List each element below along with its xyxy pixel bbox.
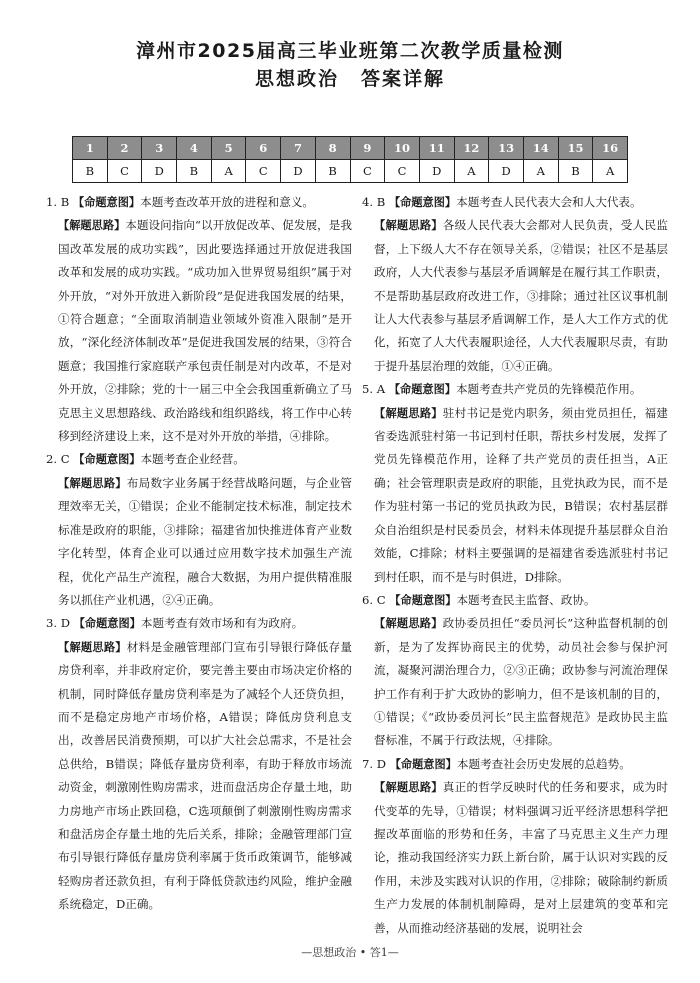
question-number-cell: 10 <box>385 137 420 160</box>
question-number-cell: 16 <box>593 137 628 160</box>
answer-cell: B <box>73 160 108 183</box>
question-heading <box>362 753 668 776</box>
left-column <box>46 191 352 917</box>
right-column <box>362 191 668 940</box>
intent-label: 【命题意图】 <box>389 757 457 771</box>
answer-cell: B <box>558 160 593 183</box>
answer-cell: D <box>142 160 177 183</box>
analysis-paragraph <box>362 776 668 940</box>
page-footer: —思想政治 • 答1— <box>301 946 399 959</box>
intent-label: 【命题意图】 <box>388 383 456 397</box>
answer-table <box>72 136 628 183</box>
analysis-paragraph <box>46 214 352 448</box>
answer-cell: B <box>315 160 350 183</box>
analysis-text: 真正的哲学反映时代的任务和要求，成为时代变革的先导，①错误；材料强调习近平经济思想科学把握改革面临的形势和任务，丰富了马克思主义生产力理论，推动我国经济实力跃上新台阶，属于认识对实践的反作用，未涉及实践对认识的作用，②排除；破除制约新质生产力发展的体制机制障碍，是对上层建筑的变革和完善，从而推动经济基础的发展，说明社会 <box>374 780 668 935</box>
question-number-cell: 9 <box>350 137 385 160</box>
answer-cell: A <box>454 160 489 183</box>
question-number-cell: 6 <box>246 137 281 160</box>
analysis-label: 【解题思路】 <box>58 476 127 490</box>
page-subtitle <box>0 66 700 92</box>
intent-text: 本题考查改革开放的进程和意义。 <box>140 195 315 209</box>
question-answer: 1. B <box>46 195 70 209</box>
question-number-cell: 14 <box>523 137 558 160</box>
answer-cell: C <box>385 160 420 183</box>
analysis-text: 政协委员担任“委员河长”这种监督机制的创新，是为了发挥协商民主的优势，动员社会参与保护河流，凝聚河湖治理合力，②③正确；政协参与河流治理保护工作有利于扩大政协的影响力，但不是该机制的目的，①错误；《“政协委员河长”民主监督规范》是政协民主监督标准，不属于行政法规，④排除。 <box>374 616 668 748</box>
question-answer: 6. C <box>362 592 386 607</box>
question-answer: 4. B <box>362 195 386 209</box>
intent-label: 【命题意图】 <box>73 453 141 467</box>
analysis-label: 【解题思路】 <box>374 781 443 795</box>
question-heading <box>362 589 668 612</box>
question-number-cell: 7 <box>281 137 316 160</box>
question-number-cell: 13 <box>489 137 524 160</box>
answer-table-number-row <box>73 137 628 160</box>
question-number-cell: 15 <box>558 137 593 160</box>
analysis-text: 材料是金融管理部门宣布引导银行降低存量房贷利率，并非政府定价，要完善主要由市场决定价格的机制，同时降低存量房贷利率是为了减轻个人还贷负担，而不是稳定房地产市场价格，A错误；降低房贷利息支出，改善居民消费预期，可以扩大社会总需求，不是社会总供给，B错误；降低存量房贷利率，有助于释放市场流动资金，刺激刚性购房需求，进而盘活房企存量土地，助力房地产市场止跌回稳，C选项颠倒了刺激刚性购房需求和盘活房企存量土地的先后关系，排除；金融管理部门宣布引导银行降低存量房贷利率属于货币政策调节，能够减轻购房者还款负担，有利于降低贷款违约风险，维护金融系统稳定，D正确。 <box>58 639 352 912</box>
question-number-cell: 5 <box>211 137 246 160</box>
analysis-text: 布局数字业务属于经营战略问题，与企业管理效率无关，①错误；企业不能制定技术标准，制定技术标准是政府的职能，③排除；福建省加快推进体育产业数字化转型，体育企业可以通过应用数字技术加强生产流程，优化产品生产流程，融合大数据，为用户提供精准服务以抓住产业机遇，②④正确。 <box>58 475 352 607</box>
intent-label: 【命题意图】 <box>73 617 141 631</box>
analysis-text: 本题设问指向“以开放促改革、促发展，是我国改革发展的成功实践”，因此要选择通过开放促进我国改革和发展的成功实践。“成功加入世界贸易组织”属于对外开放，“对外开放进入新阶段”是促进我国发展的结果，①符合题意；“全面取消制造业领域外资准入限制”是开放，“深化经济体制改革”是促进我国发展的结果，③符合题意；我国推行家庭联产承包责任制是对内改革，不是对外开放，②排除；党的十一届三中全会我国重新确立了马克思主义思想路线、政治路线和组织路线，将工作中心转移到经济建设上来，这不是对外开放的举措，④排除。 <box>58 218 352 444</box>
answer-cell: B <box>177 160 212 183</box>
answer-table-answer-row <box>73 160 628 183</box>
question-heading <box>46 612 352 635</box>
answer-cell: C <box>107 160 142 183</box>
answer-cell: C <box>350 160 385 183</box>
intent-text: 本题考查有效市场和有为政府。 <box>140 616 304 631</box>
analysis-label: 【解题思路】 <box>58 640 127 654</box>
analysis-label: 【解题思路】 <box>374 406 443 420</box>
intent-text: 本题考查民主监督、政协。 <box>456 592 596 607</box>
analysis-text: 驻村书记是党内职务，须由党员担任，福建省委选派驻村第一书记到村任职，帮扶乡村发展，发挥了党员先锋模范作用，诠释了共产党员的责任担当，A正确；社会管理职责是政府的职能，且党执政为民，而不是作为驻村第一书记的党员执政为民，B错误；农村基层群众自治组织是村民委员会，材料未体现提升基层群众自治效能，C排除；材料主要强调的是福建省委选派驻村书记到村任职，而不是与时俱进，D排除。 <box>374 405 668 584</box>
answer-cell: A <box>523 160 558 183</box>
question-number-cell: 4 <box>177 137 212 160</box>
analysis-label: 【解题思路】 <box>374 219 443 233</box>
question-number-cell: 3 <box>142 137 177 160</box>
question-heading <box>46 191 352 214</box>
intent-text: 本题考查共产党员的先锋模范作用。 <box>455 382 642 397</box>
question-heading <box>362 378 668 401</box>
question-answer: 7. D <box>362 756 387 771</box>
analysis-label: 【解题思路】 <box>58 219 126 233</box>
analysis-paragraph <box>46 636 352 917</box>
answer-cell: D <box>281 160 316 183</box>
intent-text: 本题考查企业经营。 <box>140 452 245 467</box>
question-number-cell: 11 <box>419 137 454 160</box>
question-answer: 5. A <box>362 382 386 397</box>
subject-label: 思想政治 <box>254 68 339 90</box>
question-heading <box>46 448 352 471</box>
page-title: 漳州市2025届高三毕业班第二次教学质量检测 <box>136 40 564 62</box>
analysis-paragraph <box>362 214 668 378</box>
answer-cell: A <box>211 160 246 183</box>
analysis-paragraph <box>46 472 352 612</box>
analysis-paragraph <box>362 612 668 752</box>
intent-label: 【命题意图】 <box>389 593 457 607</box>
answer-cell: D <box>489 160 524 183</box>
analysis-text: 各级人民代表大会都对人民负责，受人民监督，上下级人大不存在领导关系，②错误；社区不是基层政府，人大代表参与基层矛盾调解是在履行其工作职责，不是帮助基层政府改进工作，③排除；通过社区议事机制让人大代表参与基层矛盾调解工作，是人大工作方式的优化，拓宽了人大代表履职途径，人大代表履职尽责，有助于提升基层治理的效能，①④正确。 <box>374 218 668 373</box>
question-number-cell: 1 <box>73 137 108 160</box>
question-number-cell: 12 <box>454 137 489 160</box>
answer-cell: D <box>419 160 454 183</box>
question-heading <box>362 191 668 214</box>
intent-text: 本题考查人民代表大会和人大代表。 <box>456 195 642 209</box>
intent-text: 本题考查社会历史发展的总趋势。 <box>456 756 631 771</box>
analysis-paragraph <box>362 402 668 589</box>
answer-cell: A <box>593 160 628 183</box>
subtitle-label: 答案详解 <box>361 68 446 90</box>
intent-label: 【命题意图】 <box>388 196 457 209</box>
question-answer: 3. D <box>46 616 71 631</box>
answer-cell: C <box>246 160 281 183</box>
intent-label: 【命题意图】 <box>72 196 141 209</box>
analysis-label: 【解题思路】 <box>374 617 443 631</box>
question-answer: 2. C <box>46 452 70 467</box>
question-number-cell: 8 <box>315 137 350 160</box>
question-number-cell: 2 <box>107 137 142 160</box>
